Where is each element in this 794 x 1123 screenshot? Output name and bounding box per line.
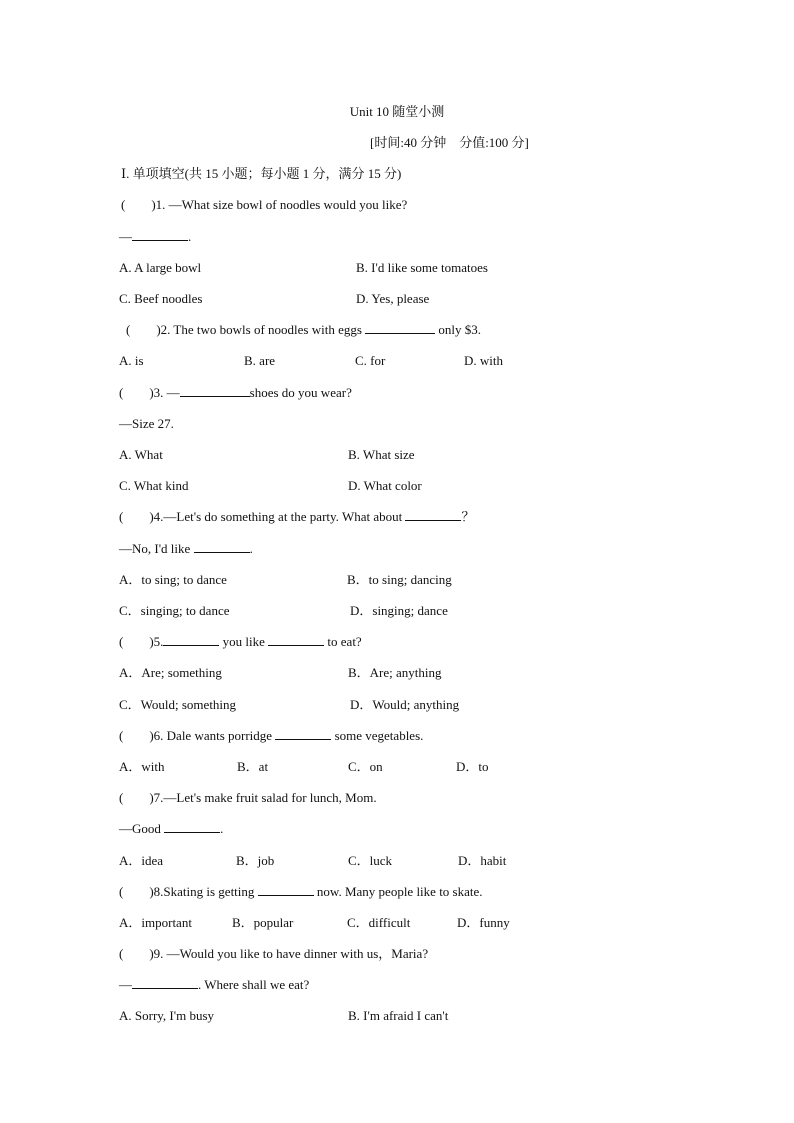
question-5-suffix: to eat? [324,634,362,649]
question-9-option-b[interactable]: B. I'm afraid I can't [348,1008,449,1023]
question-4-option-d[interactable]: D．singing; dance [350,603,448,618]
page-title: Unit 10 随堂小测 [349,104,445,119]
question-3 [119,385,352,401]
question-2-option-a[interactable]: A. is [119,353,144,368]
question-7-reply-suffix: . [220,821,224,836]
question-5-option-b[interactable]: B．Are; anything [348,665,442,680]
question-6-option-c[interactable]: C．on [348,759,383,774]
question-7-option-a[interactable]: A．idea [119,853,164,868]
answer-blank[interactable] [132,977,198,989]
answer-blank[interactable] [258,884,314,896]
question-5-option-a[interactable]: A．Are; something [119,665,222,680]
question-3-prefix: ( )3. — [119,385,180,400]
question-7-option-d[interactable]: D．habit [458,853,507,868]
question-4-prefix: ( )4.—Let's do something at the party. What about [119,509,406,524]
question-8-option-c[interactable]: C．difficult [347,915,411,930]
question-7-reply [119,821,223,837]
question-4-option-a[interactable]: A．to sing; to dance [119,572,227,587]
question-1-option-c[interactable]: C. Beef noodles [119,291,203,306]
question-4 [119,509,475,525]
question-7-reply-prefix: —Good [119,821,165,836]
question-3-option-a[interactable]: A. What [119,447,163,462]
question-6-option-a[interactable]: A．with [119,759,165,774]
question-4-option-b[interactable]: B．to sing; dancing [347,572,452,587]
question-6-option-d[interactable]: D．to [456,759,489,774]
question-9-option-a[interactable]: A. Sorry, I'm busy [119,1008,215,1023]
question-9-reply-suffix: . Where shall we eat? [198,977,310,992]
question-6 [119,728,423,744]
question-5 [119,634,362,650]
question-1: ( )1. —What size bowl of noodles would you like? [121,197,408,212]
reply-end: . [188,229,192,244]
question-9-reply-prefix: — [119,977,132,992]
question-1-option-b[interactable]: B. I'd like some tomatoes [356,260,488,275]
question-7-option-b[interactable]: B．job [236,853,275,868]
question-6-suffix: some vegetables. [331,728,424,743]
answer-blank[interactable] [365,322,435,334]
answer-blank[interactable] [194,541,250,553]
question-2-option-b[interactable]: B. are [244,353,276,368]
question-1-reply [119,229,191,245]
answer-blank[interactable] [164,821,220,833]
question-3-suffix: shoes do you wear? [249,385,352,400]
question-3-option-c[interactable]: C. What kind [119,478,189,493]
answer-blank[interactable] [405,509,461,521]
question-8-prefix: ( )8.Skating is getting [119,884,258,899]
question-2-prefix: ( )2. The two bowls of noodles with eggs [126,322,366,337]
question-2-option-d[interactable]: D. with [464,353,503,368]
question-7-option-c[interactable]: C．luck [348,853,393,868]
question-8-option-d[interactable]: D．funny [457,915,510,930]
question-6-prefix: ( )6. Dale wants porridge [119,728,276,743]
question-2-option-c[interactable]: C. for [355,353,386,368]
question-8-suffix: now. Many people like to skate. [313,884,483,899]
question-1-option-a[interactable]: A. A large bowl [119,260,202,275]
question-9-reply [119,977,309,993]
question-3-option-b[interactable]: B. What size [348,447,415,462]
question-4-suffix: ？ [461,509,475,524]
question-6-option-b[interactable]: B．at [237,759,269,774]
answer-blank[interactable] [132,229,188,241]
answer-blank[interactable] [163,634,219,646]
question-2 [126,322,481,338]
section-heading: Ⅰ. 单项填空(共 15 小题；每小题 1 分，满分 15 分) [121,166,402,181]
question-3-option-d[interactable]: D. What color [348,478,422,493]
question-9: ( )9. —Would you like to have dinner with us，Maria? [119,946,429,961]
question-4-reply-suffix: . [249,541,253,556]
question-8-option-b[interactable]: B．popular [232,915,294,930]
question-8-option-a[interactable]: A．important [119,915,192,930]
question-5-mid: you like [219,634,269,649]
question-5-prefix: ( )5. [119,634,164,649]
question-3-reply: —Size 27. [119,416,174,431]
question-4-option-c[interactable]: C．singing; to dance [119,603,230,618]
question-2-suffix: only $3. [435,322,482,337]
answer-blank[interactable] [180,385,250,397]
reply-dash: — [119,229,132,244]
question-8 [119,884,483,900]
answer-blank[interactable] [268,634,324,646]
exam-info: [时间:40 分钟 分值:100 分] [370,135,529,150]
question-5-option-c[interactable]: C．Would; something [119,697,237,712]
question-7: ( )7.—Let's make fruit salad for lunch, Mom. [119,790,377,805]
question-4-reply [119,541,253,557]
question-5-option-d[interactable]: D．Would; anything [350,697,460,712]
question-4-reply-prefix: —No, I'd like [119,541,194,556]
question-1-option-d[interactable]: D. Yes, please [356,291,430,306]
answer-blank[interactable] [275,728,331,740]
